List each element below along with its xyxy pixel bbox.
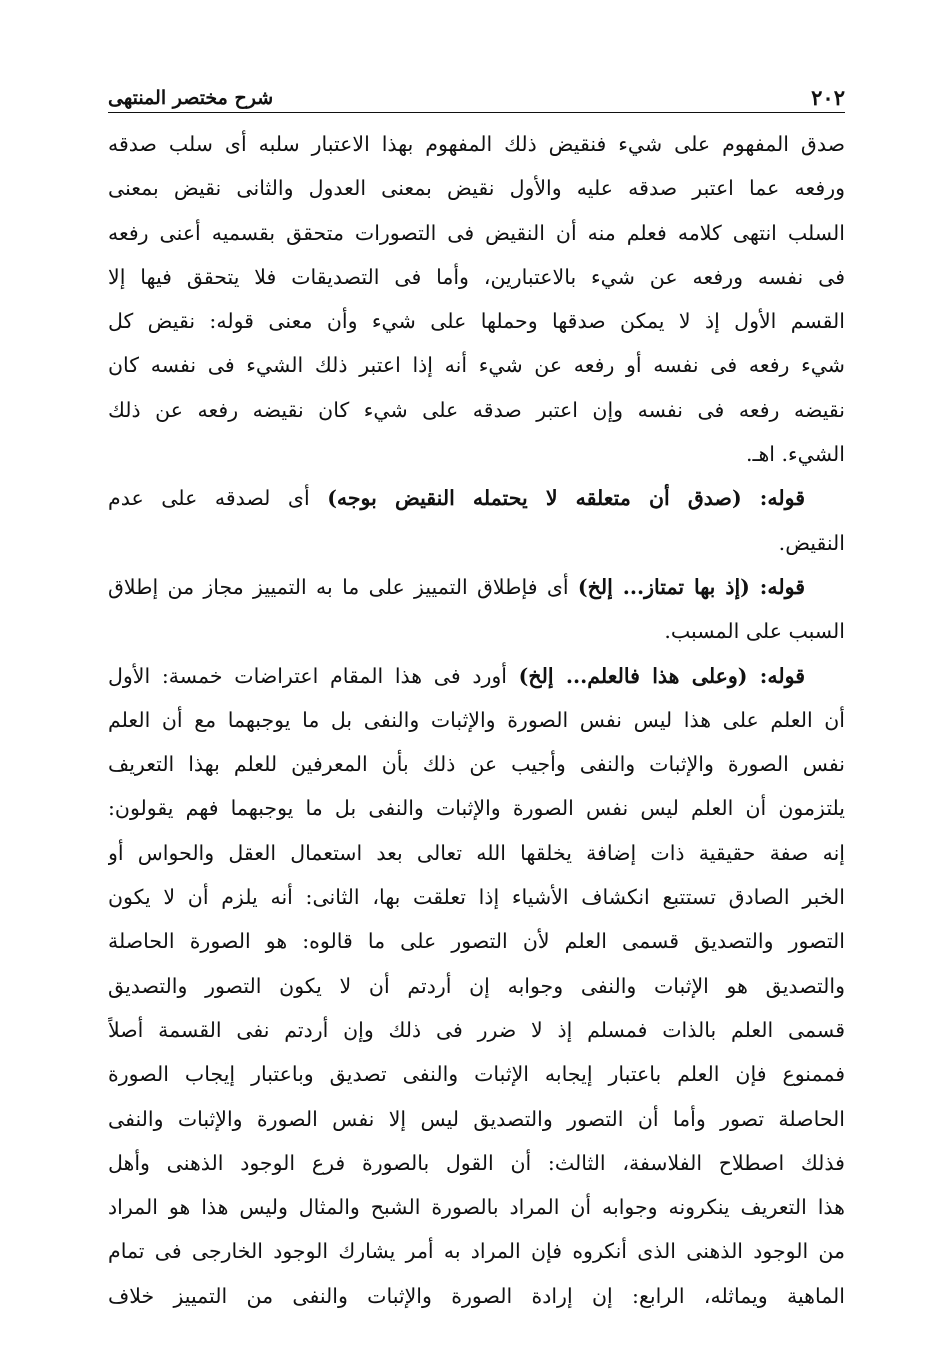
text-line: يلتزمون أن العلم ليس نفس الصورة والإثبات والنفى بل ما يوجبهما فهم يقولون: bbox=[108, 796, 845, 821]
text-line: شيء رفعه فى نفسه أو رفعه عن شيء أنه إذا اعتبر ذلك الشيء فى نفسه كان bbox=[108, 353, 845, 378]
book-title: شرح مختصر المنتهى bbox=[108, 87, 274, 109]
quoted-lemma: (إذ بها تمتاز... إلخ) bbox=[577, 574, 750, 599]
text-line: السبب على المسبب. bbox=[664, 619, 845, 644]
text-line: من الوجود الذهنى الذى أنكروه فإن المراد به أمر يشارك الوجود الخارجى فى تمام bbox=[108, 1239, 845, 1264]
page-number: ٢٠٢ bbox=[811, 85, 845, 110]
text-line: والتصديق هو الإثبات والنفى وجوابه إن أردتم أن لا يكون التصور والتصديق bbox=[108, 973, 845, 998]
text-line: الماهية ويماثله، الرابع: إن إرادة الصورة والإثبات والنفى من التمييز خلاف bbox=[108, 1283, 845, 1308]
text-line: فذلك اصطلاح الفلاسفة، الثالث: أن القول بالصورة فرع الوجود الذهنى وأهل bbox=[108, 1150, 845, 1175]
lemma-lead: قوله: bbox=[741, 486, 805, 511]
body-text bbox=[108, 122, 845, 1318]
paragraph-start-line: قوله: (إذ بها تمتاز... إلخ) أى فإطلاق التمييز على ما به التمييز مجاز من إطلاق bbox=[108, 574, 805, 599]
text-line: نفس الصورة والإثبات والنفى وأجيب عن ذلك بأن المعرفين للعلم بهذا التعريف bbox=[108, 752, 845, 777]
lemma-lead: قوله: bbox=[747, 663, 805, 688]
running-head bbox=[108, 74, 845, 108]
lemma-lead: قوله: bbox=[749, 574, 805, 599]
quoted-lemma: (صدق أن متعلقه لا يحتمله النقيض بوجه) bbox=[327, 486, 742, 511]
text-line: قسمى العلم بالذات فمسلم إذ لا ضرر فى ذلك وإن أردتم نفى القسمة أصلاً bbox=[108, 1017, 845, 1042]
text-line: أن العلم على هذا ليس نفس الصورة والإثبات والنفى بل ما يوجبهما مع أن العلم bbox=[108, 707, 845, 732]
text-line: النقيض. bbox=[778, 530, 845, 555]
text-line: هذا التعريف ينكرونه وجوابه أن المراد بالصورة الشبح والمثال وليس هذا هو المراد bbox=[108, 1195, 845, 1220]
text-line: الشيء. اهـ. bbox=[745, 442, 845, 467]
header-rule bbox=[108, 112, 845, 113]
text-line: إنه صفة حقيقية ذات إضافة يخلقها الله تعالى بعد استعمال العقل والحواس أو bbox=[108, 840, 845, 865]
paragraph-start-line: قوله: (صدق أن متعلقه لا يحتمله النقيض بوجه) أى لصدقه على عدم bbox=[108, 486, 805, 511]
text-line: ورفعه عما اعتبر صدقه عليه والأول نقيض بمعنى العدول والثانى نقيض بمعنى bbox=[108, 176, 845, 201]
text-line: السلب انتهى كلامه فعلم منه أن النقيض فى التصورات متحقق بقسميه أعنى رفعه bbox=[108, 220, 845, 245]
text-line: الحاصلة تصور وأما أن التصور والتصديق ليس إلا نفس الصورة والإثبات والنفى bbox=[108, 1106, 845, 1131]
text-line: فى نفسه ورفعه عن شيء بالاعتبارين، وأما فى التصديقات فلا يتحقق فيها إلا bbox=[108, 264, 845, 289]
quoted-lemma: (وعلى هذا فالعلم... إلخ) bbox=[518, 663, 748, 688]
text-line: فممنوع فإن العلم باعتبار إيجابه الإثبات والنفى تصديق وباعتبار إيجاب الصورة bbox=[108, 1062, 845, 1087]
paragraph-start-line: قوله: (وعلى هذا فالعلم... إلخ) أورد فى هذا المقام اعتراضات خمسة: الأول bbox=[108, 663, 805, 688]
text-line: الخبر الصادق تستتبع انكشاف الأشياء إذا تعلقت بها، الثانى: أنه يلزم أن لا يكون bbox=[108, 885, 845, 910]
text-line: نقيضه رفعه فى نفسه وإن اعتبر صدقه على شيء كان نقيضه رفعه عن ذلك bbox=[108, 397, 845, 422]
text-line: القسم الأول إذ لا يمكن صدقها وحملها على شيء وأن معنى قوله: نقيض كل bbox=[108, 309, 845, 334]
text-line: صدق المفهوم على شيء فنقيض ذلك المفهوم بهذا الاعتبار سلبه أى سلب صدقه bbox=[108, 132, 845, 156]
text-line: التصور والتصديق قسمى العلم لأن التصور على ما قالوه: هو الصورة الحاصلة bbox=[108, 929, 845, 954]
